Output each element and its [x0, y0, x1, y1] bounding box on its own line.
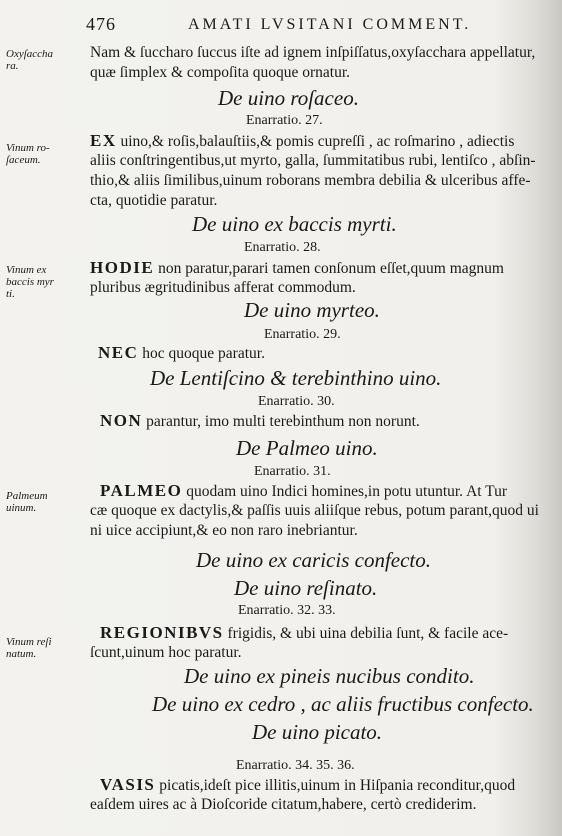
text-line: PALMEO quodam uino Indici homines,in potu utuntur. At Tur [100, 481, 508, 500]
section-title: De uino ex caricis confecto. [196, 548, 431, 572]
text-line: EX uino,& roſis,balauſtiis,& pomis cupreſſi , ac roſmarino , adiectis [90, 131, 515, 150]
margin-note: Vinum reſi natum. [6, 636, 52, 660]
enarratio-label: Enarratio. 34. 35. 36. [236, 758, 355, 773]
enarratio-label: Enarratio. 27. [246, 113, 323, 128]
section-title: De uino ex pineis nucibus condito. [184, 664, 475, 688]
text-line: cta, quotidie paratur. [90, 192, 218, 209]
section-title: De uino ex baccis myrti. [192, 212, 397, 236]
section-title: De Lentiſcino & terebinthino uino. [150, 366, 442, 390]
text-line: HODIE non paratur,parari tamen conſonum eſſet,quum magnum [90, 258, 504, 277]
text-line: NEC hoc quoque paratur. [98, 343, 265, 362]
section-title: De uino myrteo. [244, 298, 380, 322]
section-title: De Palmeo uino. [236, 436, 378, 460]
running-head: AMATI LVSITANI COMMENT. [188, 16, 472, 33]
enarratio-label: Enarratio. 28. [244, 240, 321, 255]
text-line: pluribus ægritudinibus afferat commodum. [90, 279, 356, 296]
section-title: De uino reſinato. [234, 576, 378, 600]
margin-note: Oxyſaccha ra. [6, 48, 54, 72]
section-title: De uino ex cedro , ac aliis fructibus confecto. [152, 692, 534, 716]
page-header [0, 14, 562, 36]
text-line: ſcunt,uinum hoc paratur. [90, 644, 242, 661]
text-line: NON parantur, imo multi terebinthum non norunt. [100, 411, 420, 430]
text-line: Nam & ſuccharo ſuccus iſte ad ignem inſpiſſatus,oxyſacchara appellatur, [90, 44, 536, 61]
page-number: 476 [86, 14, 116, 34]
text-line: REGIONIBVS frigidis, & ubi uina debilia ſunt, & facile ace- [100, 623, 509, 642]
margin-note: Vinum ro- ſaceum. [6, 142, 50, 166]
margin-note: Vinum ex baccis myr ti. [6, 264, 54, 300]
text-line: thio,& aliis ſimilibus,uinum roborans membra debilia & ulceribus affe- [90, 172, 531, 189]
enarratio-label: Enarratio. 32. 33. [238, 603, 336, 618]
enarratio-label: Enarratio. 30. [258, 394, 335, 409]
margin-note: Palmeum uinum. [6, 490, 48, 514]
enarratio-label: Enarratio. 29. [264, 327, 341, 342]
text-line: cæ quoque ex dactylis,& paſſis uuis aliiſque rebus, potum parant,quod ui [90, 502, 539, 519]
text-line: ni uice accipiunt,& eo non raro inebriantur. [90, 522, 358, 539]
text-line: aliis conſtringentibus,ut myrto, galla, ſummitatibus rubi, lentiſco , abſin- [90, 152, 536, 169]
text-line: VASIS picatis,ideſt pice illitis,uinum in Hiſpania reconditur,quod [100, 775, 516, 794]
section-title: De uino picato. [252, 720, 383, 744]
section-title: De uino roſaceo. [218, 86, 359, 110]
enarratio-label: Enarratio. 31. [254, 464, 331, 479]
text-line: eaſdem uires ac à Dioſcoride citatum,habere, certò crediderim. [90, 796, 477, 813]
text-line: quæ ſimplex & compoſita quoque ornatur. [90, 64, 351, 81]
